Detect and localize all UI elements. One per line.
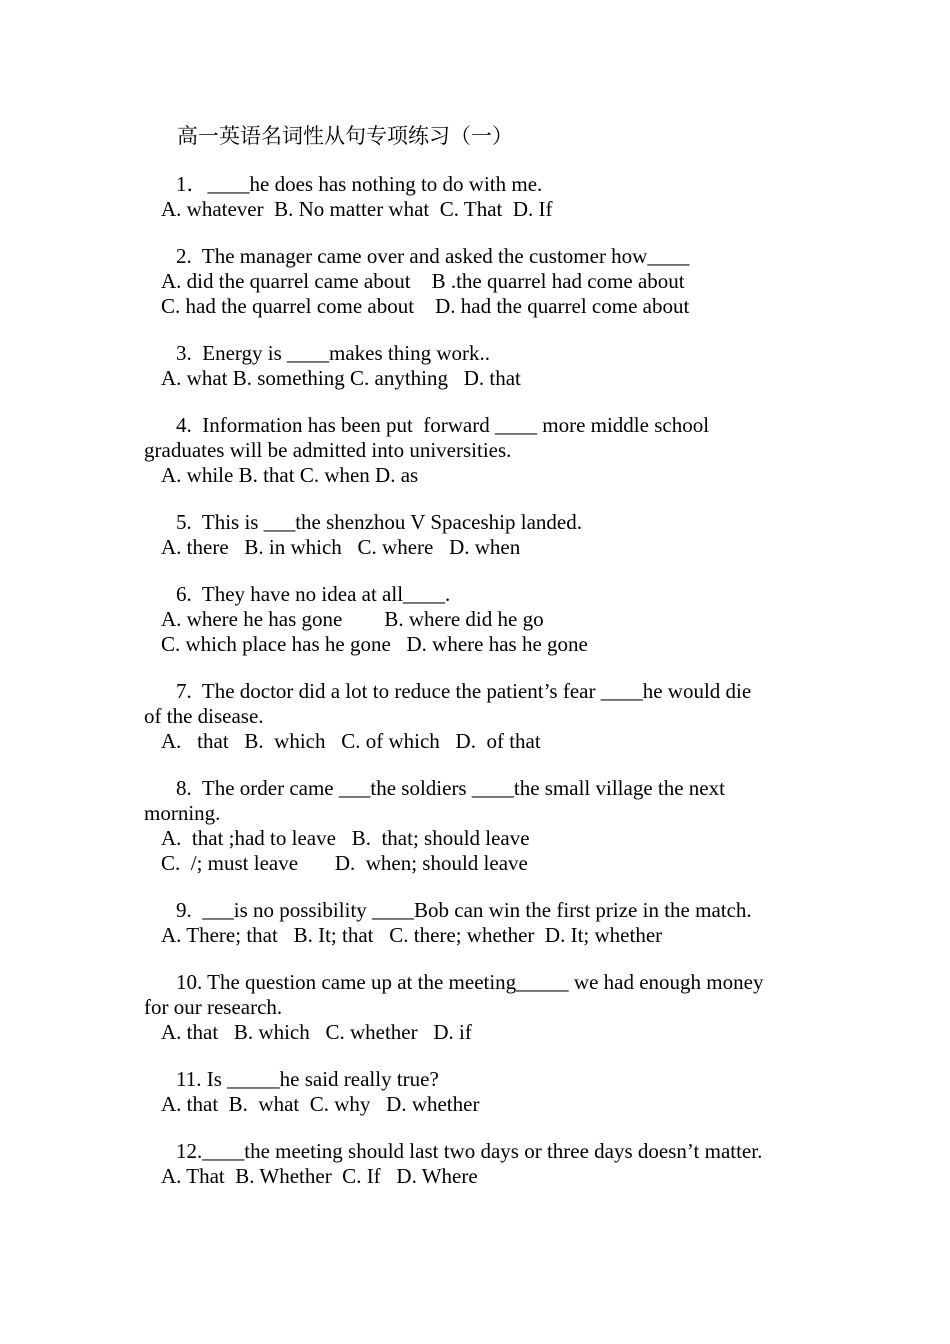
question-6-stem: 6. They have no idea at all____.	[176, 582, 451, 606]
question-4-stem: 4. Information has been put forward ____ more middle school	[176, 413, 710, 437]
question-8-stem: 8. The order came ___the soldiers ____the small village the next	[176, 776, 725, 800]
question-3-stem: 3. Energy is ____makes thing work..	[176, 341, 490, 365]
question-8-options-line-2: C. /; must leave D. when; should leave	[161, 851, 528, 875]
question-7-stem: 7. The doctor did a lot to reduce the patient’s fear ____he would die	[176, 679, 752, 703]
question-3-options: A. what B. something C. anything D. that	[161, 366, 521, 390]
question-9-stem: 9. ___is no possibility ____Bob can win the first prize in the match.	[176, 898, 752, 922]
question-1-options: A. whatever B. No matter what C. That D. If	[161, 197, 553, 221]
question-12-stem: 12.____the meeting should last two days or three days doesn’t matter.	[176, 1139, 763, 1163]
question-10-options: A. that B. which C. whether D. if	[161, 1020, 472, 1044]
question-1-stem: 1．____he does has nothing to do with me.	[176, 172, 543, 196]
question-2-stem: 2. The manager came over and asked the customer how____	[176, 244, 690, 268]
question-8-stem-continued: morning.	[144, 801, 221, 825]
question-4-options: A. while B. that C. when D. as	[161, 463, 419, 487]
question-6-options-line-2: C. which place has he gone D. where has he gone	[161, 632, 588, 656]
question-12-options: A. That B. Whether C. If D. Where	[161, 1164, 478, 1188]
question-10-stem: 10. The question came up at the meeting_____ we had enough money	[176, 970, 764, 994]
question-11-options: A. that B. what C. why D. whether	[161, 1092, 480, 1116]
question-10-stem-continued: for our research.	[144, 995, 283, 1019]
question-4-stem-continued: graduates will be admitted into universities.	[144, 438, 512, 462]
question-5-stem: 5. This is ___the shenzhou V Spaceship landed.	[176, 510, 582, 534]
question-7-stem-continued: of the disease.	[144, 704, 264, 728]
question-8-options-line-1: A. that ;had to leave B. that; should leave	[161, 826, 530, 850]
question-7-options: A. that B. which C. of which D. of that	[161, 729, 541, 753]
question-5-options: A. there B. in which C. where D. when	[161, 535, 521, 559]
question-6-options-line-1: A. where he has gone B. where did he go	[161, 607, 544, 631]
question-2-options-line-2: C. had the quarrel come about D. had the quarrel come about	[161, 294, 690, 318]
question-2-options-line-1: A. did the quarrel came about B .the quarrel had come about	[161, 269, 685, 293]
question-11-stem: 11. Is _____he said really true?	[176, 1067, 439, 1091]
question-9-options: A. There; that B. It; that C. there; whether D. It; whether	[161, 923, 663, 947]
document-title: 高一英语名词性从句专项练习（一）	[177, 124, 513, 148]
